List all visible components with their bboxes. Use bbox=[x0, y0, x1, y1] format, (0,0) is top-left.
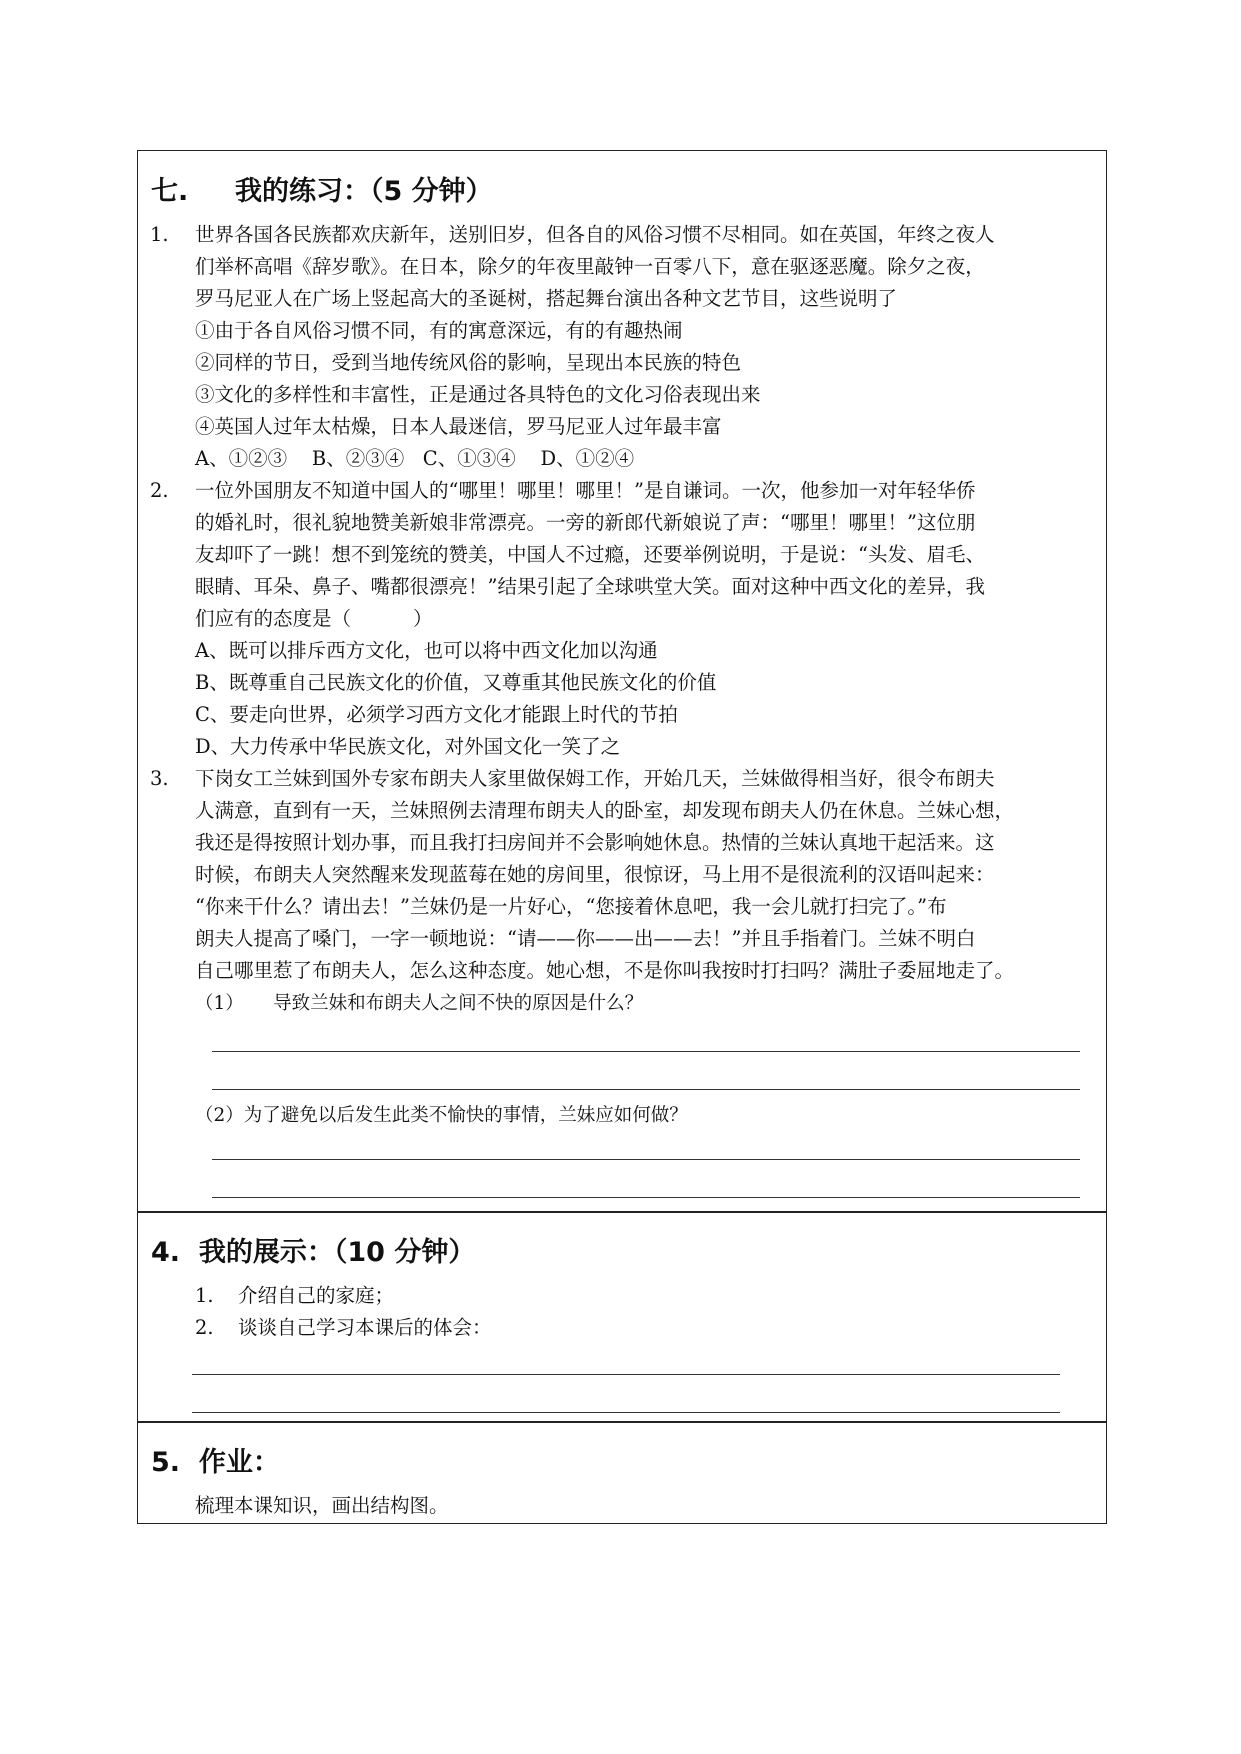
answer-line[interactable] bbox=[192, 1412, 1060, 1413]
q3-number: 3. bbox=[150, 767, 169, 790]
q2-line: 友却吓了一跳！想不到笼统的赞美，中国人不过瘾，还要举例说明，于是说：“头发、眉毛、 bbox=[195, 543, 985, 566]
q3-line: 朗夫人提高了嗓门，一字一顿地说：“请——你——出——去！”并且手指着门。兰妹不明白 bbox=[195, 927, 976, 950]
answer-line[interactable] bbox=[212, 1089, 1080, 1090]
item-number: 1. bbox=[195, 1284, 214, 1307]
exercise-section bbox=[137, 150, 1107, 1213]
q2-line: 一位外国朋友不知道中国人的“哪里！哪里！哪里！”是自谦词。一次，他参加一对年轻华侨 bbox=[195, 479, 976, 502]
q3-line: 自己哪里惹了布朗夫人，怎么这种态度。她心想，不是你叫我按时打扫吗？满肚子委屈地走了。 bbox=[195, 959, 1015, 982]
answer-line[interactable] bbox=[212, 1159, 1080, 1160]
q2-option: C、要走向世界，必须学习西方文化才能跟上时代的节拍 bbox=[195, 703, 678, 726]
section4-title: 4. 我的展示：（10 分钟） bbox=[151, 1237, 476, 1268]
q1-number: 1. bbox=[150, 223, 169, 246]
section7-number: 七. bbox=[151, 176, 189, 207]
q3-line: 我还是得按照计划办事，而且我打扫房间并不会影响她休息。热情的兰妹认真地干起活来。这 bbox=[195, 831, 995, 854]
q1-line: 们举杯高唱《辞岁歌》。在日本，除夕的年夜里敲钟一百零八下，意在驱逐恶魔。除夕之夜， bbox=[195, 255, 985, 278]
q2-option: D、大力传承中华民族文化，对外国文化一笑了之 bbox=[195, 735, 621, 758]
q1-statement: ③文化的多样性和丰富性，正是通过各具特色的文化习俗表现出来 bbox=[195, 383, 761, 406]
q1-statement: ②同样的节日，受到当地传统风俗的影响，呈现出本民族的特色 bbox=[195, 351, 742, 374]
homework-text: 梳理本课知识，画出结构图。 bbox=[195, 1494, 449, 1517]
section7-title: 我的练习：（5 分钟） bbox=[235, 176, 493, 207]
q2-option: B、既尊重自己民族文化的价值，又尊重其他民族文化的价值 bbox=[195, 671, 717, 694]
q2-number: 2. bbox=[150, 479, 169, 502]
answer-line[interactable] bbox=[212, 1051, 1080, 1052]
answer-line[interactable] bbox=[192, 1374, 1060, 1375]
item-text: 谈谈自己学习本课后的体会： bbox=[238, 1316, 492, 1339]
q3-line: 时候，布朗夫人突然醒来发现蓝莓在她的房间里，很惊讶，马上用不是很流利的汉语叫起来： bbox=[195, 863, 995, 886]
answer-line[interactable] bbox=[212, 1197, 1080, 1198]
q3-line: 人满意，直到有一天，兰妹照例去清理布朗夫人的卧室，却发现布朗夫人仍在休息。兰妹心想， bbox=[195, 799, 1015, 822]
q2-option: A、既可以排斥西方文化，也可以将中西文化加以沟通 bbox=[195, 639, 658, 662]
q3-subquestion-1: （1） 导致兰妹和布朗夫人之间不快的原因是什么？ bbox=[195, 993, 644, 1014]
q2-line: 们应有的态度是（ ） bbox=[195, 607, 433, 630]
section5-title: 5. 作业： bbox=[151, 1447, 280, 1478]
q1-statement: ①由于各自风俗习惯不同，有的寓意深远，有的有趣热闹 bbox=[195, 319, 683, 342]
q3-line: 下岗女工兰妹到国外专家布朗夫人家里做保姆工作，开始几天，兰妹做得相当好，很令布朗夫 bbox=[195, 767, 995, 790]
q3-subquestion-2: （2）为了避免以后发生此类不愉快的事情，兰妹应如何做？ bbox=[195, 1105, 688, 1126]
q1-options: A、①②③ B、②③④ C、①③④ D、①②④ bbox=[195, 447, 635, 470]
q2-line: 眼睛、耳朵、鼻子、嘴都很漂亮！”结果引起了全球哄堂大笑。面对这种中西文化的差异，我 bbox=[195, 575, 985, 598]
q2-line: 的婚礼时，很礼貌地赞美新娘非常漂亮。一旁的新郎代新娘说了声：“哪里！哪里！”这位朋 bbox=[195, 511, 976, 534]
q3-line: “你来干什么？请出去！”兰妹仍是一片好心，“您接着休息吧，我一会儿就打扫完了。”布 bbox=[195, 895, 947, 918]
q1-statement: ④英国人过年太枯燥，日本人最迷信，罗马尼亚人过年最丰富 bbox=[195, 415, 722, 438]
q1-line: 世界各国各民族都欢庆新年，送别旧岁，但各自的风俗习惯不尽相同。如在英国，年终之夜人 bbox=[195, 223, 995, 246]
item-text: 介绍自己的家庭； bbox=[238, 1284, 395, 1307]
homework-section bbox=[137, 1421, 1107, 1524]
presentation-section bbox=[137, 1211, 1107, 1423]
item-number: 2. bbox=[195, 1316, 214, 1339]
q1-line: 罗马尼亚人在广场上竖起高大的圣诞树，搭起舞台演出各种文艺节目，这些说明了 bbox=[195, 287, 898, 310]
